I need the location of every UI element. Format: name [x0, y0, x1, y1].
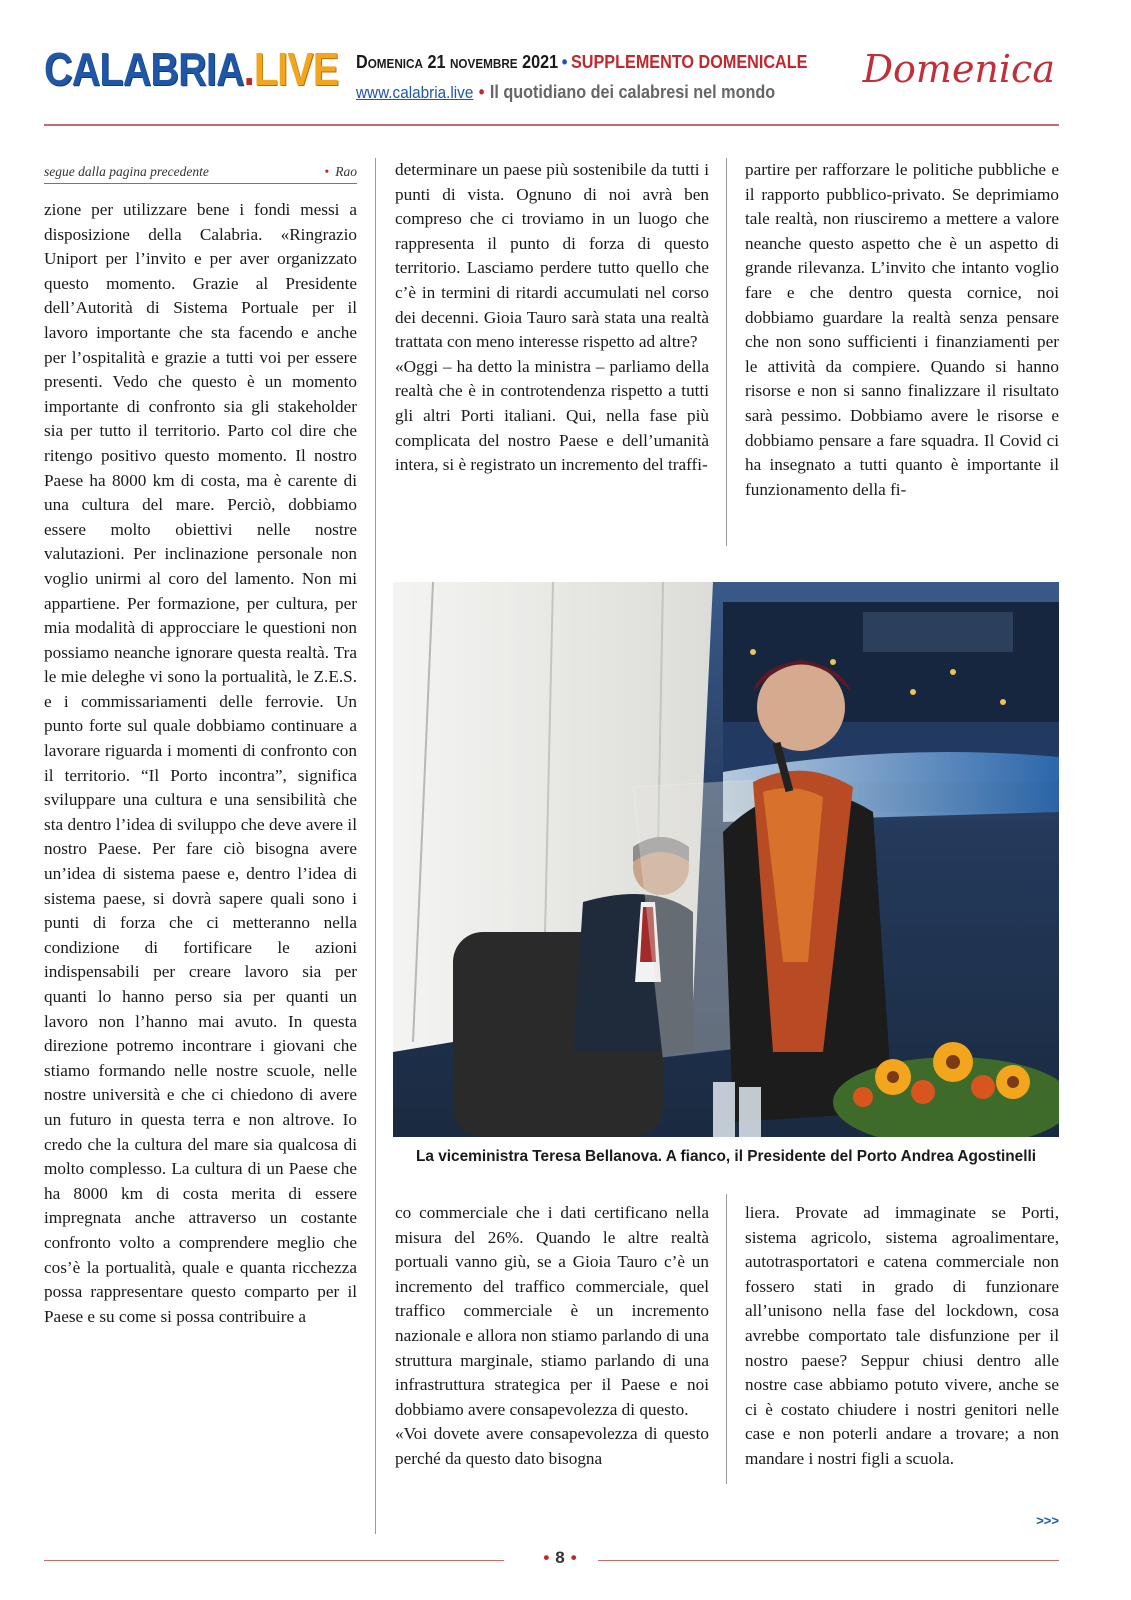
article-column-3-bottom	[745, 1201, 1059, 1472]
column-divider	[726, 1194, 727, 1484]
calabria-live-logo[interactable]: CALABRIA.LIVE	[44, 43, 339, 95]
issue-date-line	[356, 52, 807, 73]
author-tag	[325, 164, 357, 180]
column-divider	[375, 158, 376, 1534]
supplement-label: SUPPLEMENTO DOMENICALE	[571, 52, 808, 72]
article-photo	[393, 582, 1059, 1137]
article-paragraph: partire per rafforzare le politiche pubbliche e il rapporto pubblico-privato. Se deprimiamo tale realtà, non riusciremo a mettere a valore neanche questo aspetto che è un aspetto di grande rilevanza. L’invito che intanto voglio fare e che dentro questa cornice, noi dobbiamo guardare la realtà senza pensare che non sono sufficienti i finanziamenti per le attività da compiere. Quando si hanno risorse e non si sanno finalizzare il risultato sarà pessimo. Dobbiamo avere le risorse e dobbiamo pensare a fare squadra. Il Covid ci ha insegnato a tutti quanto è importante il funzionamento della fi-	[745, 160, 1059, 499]
site-line	[356, 82, 775, 103]
continued-from-line	[44, 164, 357, 184]
bullet-icon: •	[561, 52, 568, 72]
header-divider	[44, 124, 1059, 126]
article-column-2-top	[395, 158, 709, 478]
author-name: Rao	[335, 164, 357, 179]
masthead	[0, 0, 1131, 124]
column-divider	[726, 158, 727, 546]
article-column-3-top	[745, 158, 1059, 502]
article-column-2-bottom	[395, 1201, 709, 1472]
photo-illustration	[393, 582, 1059, 1137]
article-column-1	[44, 198, 357, 1329]
photo-caption: La viceministra Teresa Bellanova. A fianco, il Presidente del Porto Andrea Agostinelli	[415, 1148, 1037, 1165]
footer-divider-right	[598, 1560, 1059, 1561]
bullet-icon: •	[543, 1548, 550, 1567]
article-paragraph: «Voi dovete avere consapevolezza di questo perché da questo dato bisogna	[395, 1424, 709, 1468]
tagline: Il quotidiano dei calabresi nel mondo	[489, 82, 776, 102]
bullet-icon: •	[324, 164, 330, 179]
page-number-value: 8	[555, 1548, 565, 1567]
site-url-link[interactable]: www.calabria.live	[356, 83, 474, 102]
bullet-icon: •	[478, 82, 485, 102]
page-number	[520, 1548, 600, 1568]
section-title: Domenica	[862, 47, 1055, 91]
issue-date: Domenica 21 novembre 2021	[356, 52, 559, 72]
article-paragraph: «Oggi – ha detto la ministra – parliamo della realtà che è in controtendenza rispetto a tutti gli altri Porti italiani. Qui, nella fase più complicata del nostro Paese e dell’umanità intera, si è registrato un incremento del traffi-	[395, 356, 709, 475]
footer-divider-left	[44, 1560, 504, 1561]
article-paragraph: co commerciale che i dati certificano nella misura del 26%. Quando le altre realtà portuali vanno giù, se a Gioia Tauro c’è un incremento del traffico commerciale, quel traffico commerciale è un incremento nazionale e allora non stiamo parlando di una struttura marginale, stiamo parlando di una infrastruttura strategica per il Paese e noi dobbiamo avere consapevolezza di questo.	[395, 1203, 709, 1419]
continued-marker[interactable]: >>>	[1036, 1513, 1059, 1528]
article-paragraph: determinare un paese più sostenibile da tutti i punti di vista. Ognuno di noi avrà ben compreso che ci troviamo in un luogo che rappresenta il punto di forza di questo territorio. Lasciamo perdere tutto quello che c’è in termini di ritardi accumulati nel corso dei decenni. Gioia Tauro sarà stata una realtà trattata con meno interesse rispetto ad altre?	[395, 160, 709, 352]
article-paragraph: liera. Provate ad immaginate se Porti, sistema agricolo, sistema agroalimentare, autotrasportatori e catena commerciale non fossero stati in grado di funzionare all’unisono nella fase del lockdown, cosa avrebbe comportato tale disfunzione per il nostro paese? Seppur chiusi dentro alle nostre case abbiamo potuto vivere, anche se ci è costato chiudere i nostri genitori nelle case e non poterli andare a trovare; a non mandare i nostri figli a scuola.	[745, 1203, 1059, 1468]
article-paragraph: zione per utilizzare bene i fondi messi a disposizione della Calabria. «Ringrazio Uniport per l’invito e per aver organizzato questo momento. Grazie al Presidente dell’Autorità di Sistema Portuale per il lavoro importante che sta facendo e anche per l’ospitalità e grazie a tutti voi per essere presenti. Vedo che questo è un momento importante di confronto sia gli stakeholder sia per tutto il territorio. Parto col dire che ritengo positivo questo momento. Il nostro Paese ha 8000 km di costa, ma è carente di una cultura del mare. Perciò, dobbiamo essere molto obiettivi nelle nostre valutazioni. Per inclinazione personale non voglio unirmi al coro del lamento. Non mi appartiene. Per formazione, per cultura, per mia modalità di approcciare le questioni non possiamo neanche ignorare questa realtà. Tra le mie deleghe vi sono la portualità, le Z.E.S. e i commissariamenti delle ferrovie. Un punto forte sul quale dobbiamo continuare a lavorare riguarda i momenti di confronto con il territorio. “Il Porto incontra”, significa sviluppare una cultura e una sensibilità che sta dentro l’idea di sviluppo che deve avere il nostro Paese. Per fare ciò bisogna avere un’idea di sistema paese e, dentro l’idea di sistema paese, si dovrà sapere quali sono i punti di forza che ci metteranno nella condizione di fortificare le azioni indispensabili per creare lavoro sia per quanti lo hanno perso sia per quanti un lavoro non l’hanno mai avuto. In questa direzione potremo incontrare i giovani che stiamo formando nelle nostre scuole, nelle nostre università e che ci chiedono di avere un futuro in questa terra e non altrove. Io credo che la cultura del mare sia qualcosa di molto complesso. La cultura di un Paese che ha 8000 km di costa merita di essere impregnata anche attraverso un costante confronto volto a comprendere meglio che cos’è la portualità, quale e quanta ricchezza possa rappresentare questo comparto per il Paese e su come si possa contribuire a	[44, 200, 357, 1326]
continued-from-label: segue dalla pagina precedente	[44, 164, 209, 179]
bullet-icon: •	[570, 1548, 577, 1567]
